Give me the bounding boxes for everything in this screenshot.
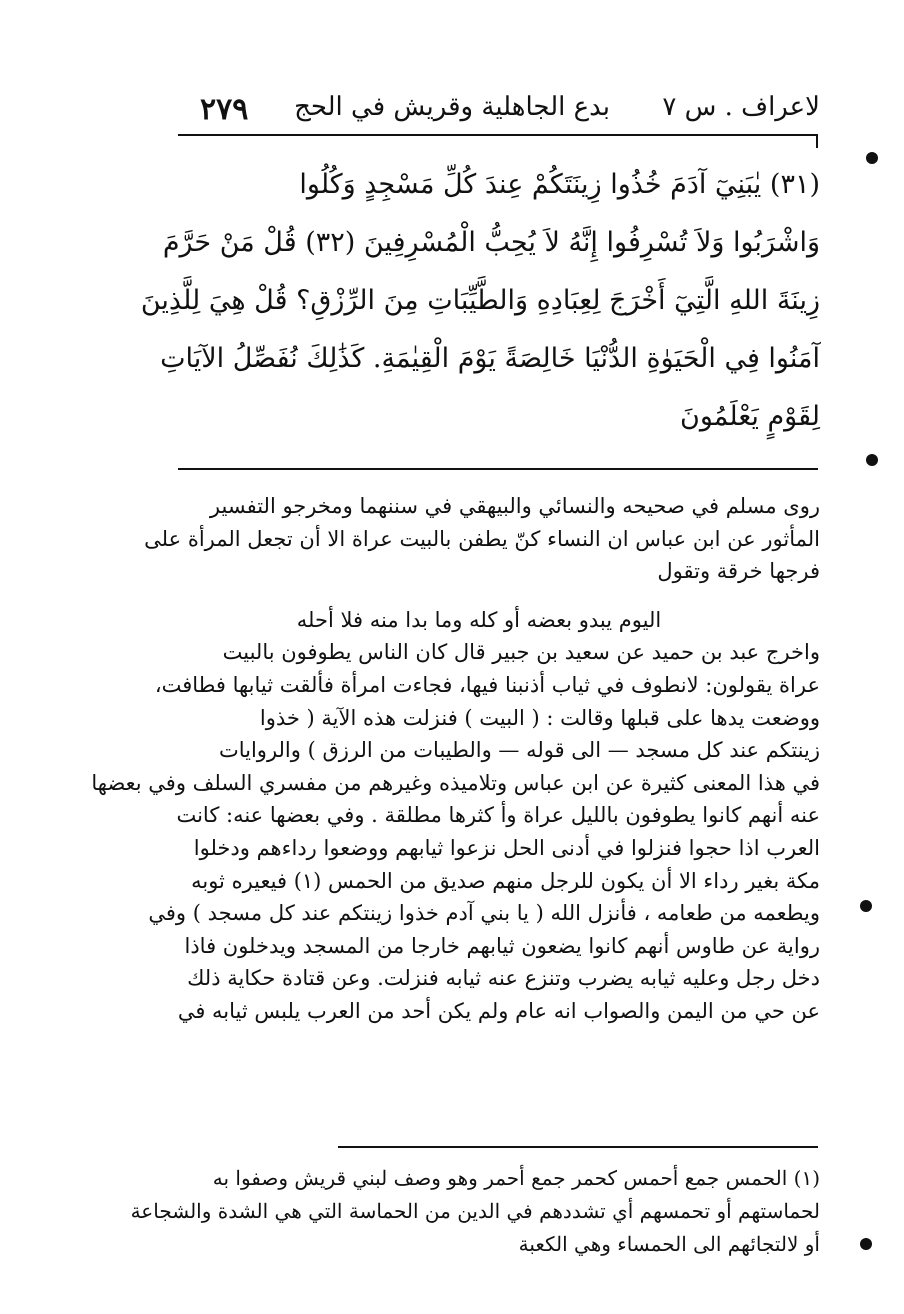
header-title: بدع الجاهلية وقريش في الحج (294, 92, 610, 122)
body-line: زينتكم عند كل مسجد — الى قوله — والطيبات من الرزق ) والروايات (218, 738, 820, 763)
body-line: مكة بغير رداء الا أن يكون للرجل منهم صديق من الحمس (١) فيعيره ثوبه (191, 868, 820, 893)
commentary-text (91, 490, 820, 1028)
body-line: عن حي من اليمن والصواب انه عام ولم يكن أحد من العرب يلبس ثيابه في (177, 998, 820, 1023)
poem-line: اليوم يبدو بعضه أو كله وما بدا منه فلا أحله (296, 607, 662, 632)
verse-line: زِينَةَ اللهِ الَّتِيٓ أَخْرَجَ لِعِبَادِهِ وَالطَّيِّبَاتِ مِنَ الرِّزْقِ؟ قُلْ هِيَ لِلَّذِينَ (140, 285, 820, 316)
body-line: العرب اذا حجوا فنزلوا في أدنى الحل نزعوا ثيابهم ووضعوا رداءهم ودخلوا (193, 835, 820, 860)
page-number: ٢٧٩ (200, 92, 249, 127)
margin-dot-3 (860, 900, 872, 912)
margin-dot-1 (866, 152, 878, 164)
body-line: المأثور عن ابن عباس ان النساء كنّ يطفن بالبيت عراة الا أن تجعل المرأة على (144, 526, 820, 551)
body-line: روى مسلم في صحيحه والنسائي والبيهقي في سننهما ومخرجو التفسير (209, 494, 820, 518)
body-line: فرجها خرقة وتقول (657, 559, 820, 584)
header-surah-reference: لاعراف . س ٧ (662, 92, 820, 122)
verse-line: آمَنُوا فِي الْحَيَوٰةِ الدُّنْيَا خَالِصَةً يَوْمَ الْقِيٰمَةِ. كَذَٰلِكَ نُفَصِّلُ الآيَاتِ (160, 343, 820, 374)
header-rule-tick (816, 134, 818, 148)
footnote-line: لحماستهم أو تحمسهم أي تشددهم في الدين من الحماسة التي هي الشدة والشجاعة (130, 1199, 820, 1223)
footnote-rule (338, 1146, 818, 1148)
header-rule (178, 134, 818, 136)
body-line: ويطعمه من طعامه ، فأنزل الله ( يا بني آدم خذوا زينتكم عند كل مسجد ) وفي (148, 901, 820, 926)
body-line: دخل رجل وعليه ثيابه يضرب وتنزع عنه ثيابه فنزلت. وعن قتادة حكاية ذلك (187, 966, 820, 991)
running-header (180, 92, 820, 132)
verse-separator-rule (178, 468, 818, 470)
footnote (130, 1162, 820, 1261)
footnote-line: أو لالتجائهم الى الحمساء وهي الكعبة (518, 1232, 820, 1256)
quran-verse-block (140, 156, 820, 446)
body-line: واخرج عبد بن حميد عن سعيد بن جبير قال كان الناس يطوفون بالبيت (222, 640, 820, 665)
verse-line: وَاشْرَبُوا وَلاَ تُسْرِفُوا إِنَّهُ لاَ يُحِبُّ الْمُسْرِفِينَ (٣٢) قُلْ مَنْ حَرَّمَ (162, 227, 820, 258)
verse-line: لِقَوْمٍ يَعْلَمُونَ (680, 401, 820, 432)
margin-dot-2 (866, 454, 878, 466)
footnote-line: (١) الحمس جمع أحمس كحمر جمع أحمر وهو وصف لبني قريش وصفوا به (212, 1166, 820, 1190)
margin-dot-4 (860, 1238, 872, 1250)
body-line: رواية عن طاوس أنهم كانوا يضعون ثيابهم خارجا من المسجد ويدخلون فاذا (184, 933, 820, 958)
body-line: عنه أنهم كانوا يطوفون بالليل عراة وأ كثرها مطلقة . وفي بعضها عنه: كانت (176, 803, 820, 828)
body-line: ووضعت يدها على قبلها وقالت : ( البيت ) فنزلت هذه الآية ( خذوا (259, 705, 820, 730)
verse-line: (٣١) يٰبَنِيٓ آدَمَ خُذُوا زِينَتَكُمْ عِندَ كُلِّ مَسْجِدٍ وَكُلُوا (299, 169, 820, 200)
body-line: عراة يقولون: لانطوف في ثياب أذنبنا فيها، فجاءت امرأة فألقت ثيابها فطافت، (154, 672, 820, 697)
body-line: في هذا المعنى كثيرة عن ابن عباس وتلاميذه وغيرهم من مفسري السلف وفي بعضها (91, 770, 820, 795)
